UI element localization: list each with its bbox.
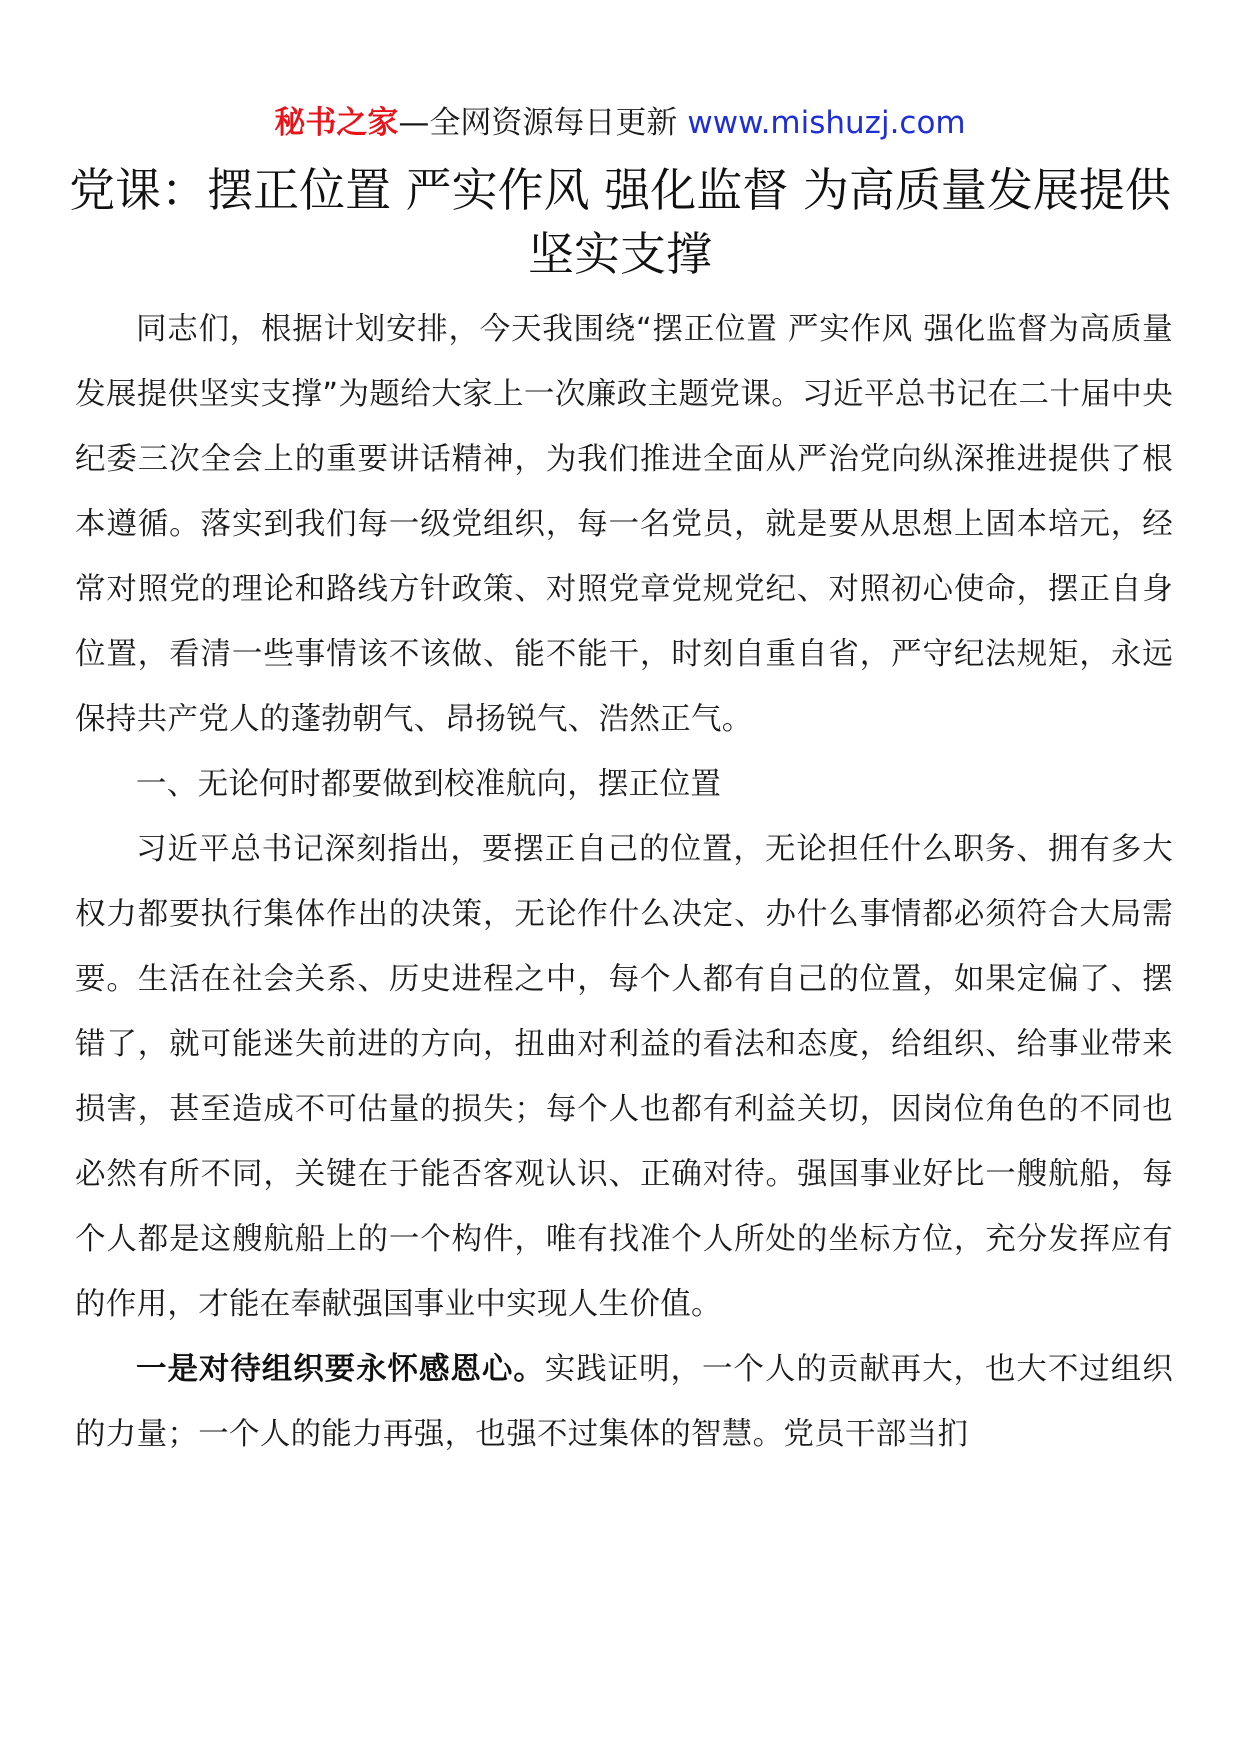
site-url-link[interactable]: www.mishuzj.com [687,105,966,141]
document-title: 党课：摆正位置 严实作风 强化监督 为高质量发展提供坚实支撑 [69,163,1171,281]
point-1-body: 实践证明，一个人的贡献再大，也大不过组织的力量；一个人的能力再强，也强不过集体的智慧。党员干部当扪 [75,1352,1173,1452]
brand-name: 秘书之家 [274,105,399,141]
site-header [0,101,1240,145]
point-1-lead: 一是对待组织要永怀感恩心。 [136,1352,545,1387]
point-1-paragraph [75,1337,1173,1467]
header-slogan: —全网资源每日更新 [398,105,678,141]
intro-paragraph: 同志们，根据计划安排，今天我围绕“摆正位置 严实作风 强化监督为高质量发展提供坚实支撑”为题给大家上一次廉政主题党课。习近平总书记在二十届中央纪委三次全会上的重要讲话精神，为我们推进全面从严治党向纵深推进提供了根本遵循。落实到我们每一级党组织，每一名党员，就是要从思想上固本培元，经常对照党的理论和路线方针政策、对照党章党规党纪、对照初心使命，摆正自身位置，看清一些事情该不该做、能不能干，时刻自重自省，严守纪法规矩，永远保持共产党人的蓬勃朝气、昂扬锐气、浩然正气。 [75,312,1173,737]
section-heading-1: 一、无论何时都要做到校准航向，摆正位置 [136,767,722,802]
document-body [75,297,1173,1467]
section-1-paragraph: 习近平总书记深刻指出，要摆正自己的位置，无论担任什么职务、拥有多大权力都要执行集体作出的决策，无论作什么决定、办什么事情都必须符合大局需要。生活在社会关系、历史进程之中，每个人都有自己的位置，如果定偏了、摆错了，就可能迷失前进的方向，扭曲对利益的看法和态度，给组织、给事业带来损害，甚至造成不可估量的损失；每个人也都有利益关切，因岗位角色的不同也必然有所不同，关键在于能否客观认识、正确对待。强国事业好比一艘航船，每个人都是这艘航船上的一个构件，唯有找准个人所处的坐标方位，充分发挥应有的作用，才能在奉献强国事业中实现人生价值。 [75,832,1173,1322]
